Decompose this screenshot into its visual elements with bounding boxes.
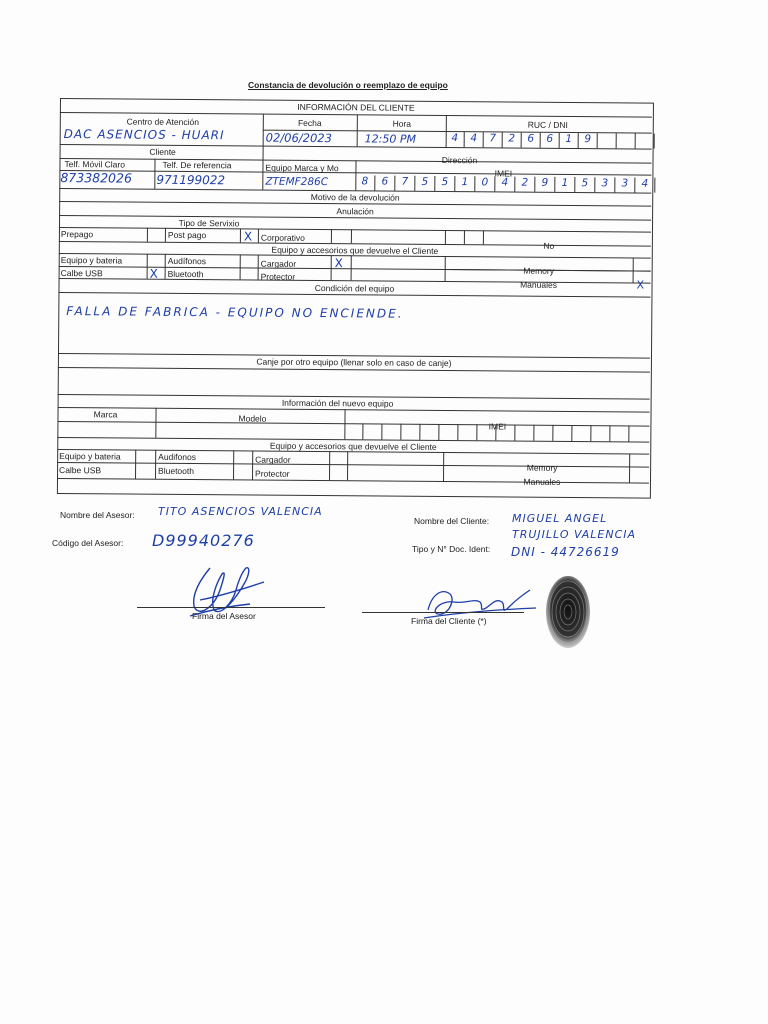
digit-cell: 9 bbox=[535, 177, 555, 192]
digit-cell: 5 bbox=[575, 177, 595, 192]
section-info-cliente: INFORMACIÓN DEL CLIENTE bbox=[297, 101, 415, 113]
digit-cell bbox=[636, 134, 655, 149]
label-protector-2: Protector bbox=[255, 468, 290, 479]
digit-cell bbox=[458, 424, 477, 440]
digit-cell: 9 bbox=[579, 133, 598, 148]
digit-cell: 7 bbox=[484, 132, 503, 147]
digit-cell: 6 bbox=[375, 175, 395, 190]
label-marca: Marca bbox=[93, 409, 118, 420]
value-condicion: FALLA DE FABRICA - EQUIPO NO ENCIENDE. bbox=[66, 304, 404, 321]
label-prepago: Prepago bbox=[60, 229, 94, 240]
label-equipo-bateria: Equipo y bateria bbox=[60, 255, 123, 266]
label-centro-atencion: Centro de Atención bbox=[126, 116, 200, 128]
digit-cell bbox=[477, 424, 496, 440]
label-equipo-bateria-2: Equipo y bateria bbox=[59, 451, 121, 462]
mark-manuales: X bbox=[636, 278, 645, 292]
digit-cell bbox=[553, 425, 572, 441]
label-nombre-asesor: Nombre del Asesor: bbox=[60, 510, 135, 520]
section-motivo: Motivo de la devolución bbox=[310, 191, 400, 203]
value-codigo-asesor: D99940276 bbox=[152, 531, 255, 550]
label-imei-nuevo: IMEI bbox=[488, 421, 507, 432]
label-memory: Memory bbox=[523, 265, 555, 276]
value-nombre-asesor: TITO ASENCIOS VALENCIA bbox=[158, 505, 323, 518]
label-imei: IMEI bbox=[494, 168, 513, 179]
label-no: No bbox=[543, 240, 555, 251]
label-fecha: Fecha bbox=[297, 117, 322, 129]
cliente-signature-line bbox=[362, 612, 524, 613]
asesor-signature-line bbox=[137, 607, 325, 608]
value-telf-referencia: 971199022 bbox=[156, 172, 226, 188]
value-telf-movil: 873382026 bbox=[60, 170, 133, 186]
digit-cell bbox=[534, 425, 553, 441]
label-cliente: Cliente bbox=[149, 146, 176, 157]
mark-cargador: X bbox=[334, 256, 344, 271]
label-cargador-2: Cargador bbox=[255, 454, 291, 465]
value-centro-atencion: DAC ASENCIOS - HUARI bbox=[63, 127, 225, 143]
label-doc-ident: Tipo y N° Doc. Ident: bbox=[412, 544, 491, 554]
label-manuales: Manuales bbox=[520, 279, 558, 290]
digit-cell bbox=[382, 424, 401, 440]
value-equipo-marca: ZTEMF286C bbox=[265, 175, 329, 189]
digit-cell: 1 bbox=[560, 133, 579, 148]
section-condicion: Condición del equipo bbox=[314, 283, 395, 294]
value-hora: 12:50 PM bbox=[364, 132, 417, 146]
digit-cell: 8 bbox=[355, 175, 375, 190]
section-nuevo-equipo: Información del nuevo equipo bbox=[281, 397, 394, 409]
document-title: Constancia de devolución o reemplazo de equipo bbox=[248, 80, 448, 90]
digit-cell: 1 bbox=[455, 176, 475, 191]
digit-cell: 3 bbox=[595, 177, 615, 192]
digit-cell bbox=[363, 423, 382, 439]
digit-cell bbox=[572, 425, 591, 441]
digit-cell: 4 bbox=[635, 178, 655, 193]
digit-cell: 6 bbox=[522, 133, 541, 148]
digit-cell bbox=[401, 424, 420, 440]
label-nombre-cliente: Nombre del Cliente: bbox=[414, 516, 490, 526]
digit-cell: 2 bbox=[503, 132, 522, 147]
digit-cell: 5 bbox=[435, 176, 455, 191]
label-cargador: Cargador bbox=[260, 258, 297, 269]
label-audifonos-2: Audifonos bbox=[158, 451, 197, 463]
section-anulacion: Anulación bbox=[336, 206, 374, 217]
label-telf-referencia: Telf. De referencia bbox=[162, 159, 232, 171]
label-protector: Protector bbox=[260, 271, 296, 282]
label-post-pago: Post pago bbox=[167, 229, 207, 241]
digit-cell bbox=[496, 424, 515, 440]
digit-cell: 7 bbox=[395, 176, 415, 191]
digit-cell: 1 bbox=[555, 177, 575, 192]
section-equipo-accesorios: Equipo y accesorios que devuelve el Cliente bbox=[271, 244, 439, 256]
mark-post-pago: X bbox=[243, 229, 253, 244]
return-form bbox=[57, 98, 652, 497]
value-nombre-cliente-2: TRUJILLO VALENCIA bbox=[512, 528, 637, 541]
fingerprint bbox=[540, 574, 596, 654]
digit-cell bbox=[515, 425, 534, 441]
digit-cell bbox=[344, 423, 363, 439]
value-nombre-cliente-1: MIGUEL ANGEL bbox=[512, 512, 608, 525]
digit-cell: 3 bbox=[615, 177, 635, 192]
label-manuales-2: Manuales bbox=[523, 476, 561, 487]
label-modelo: Modelo bbox=[238, 413, 267, 424]
digit-cell: 5 bbox=[415, 176, 435, 191]
digit-cell bbox=[420, 424, 439, 440]
digit-cell: 4 bbox=[495, 176, 515, 191]
mark-calbe-usb: X bbox=[149, 266, 158, 281]
section-equipo-accesorios-2: Equipo y accesorios que devuelve el Cliente bbox=[269, 440, 437, 452]
digit-cell bbox=[610, 425, 629, 441]
digit-cell bbox=[598, 133, 617, 148]
value-ruc-dni bbox=[446, 132, 655, 149]
label-equipo-marca: Equipo Marca y Mo bbox=[265, 162, 339, 174]
label-hora: Hora bbox=[392, 118, 412, 129]
value-fecha: 02/06/2023 bbox=[265, 130, 333, 146]
label-codigo-asesor: Código del Asesor: bbox=[52, 538, 124, 548]
value-imei bbox=[355, 175, 655, 192]
digit-cell: 4 bbox=[446, 132, 465, 147]
digit-cell bbox=[617, 133, 636, 148]
label-ruc-dni: RUC / DNI bbox=[527, 119, 568, 130]
digit-cell bbox=[591, 425, 610, 441]
label-calbe-usb-2: Calbe USB bbox=[59, 465, 102, 476]
value-doc-ident: DNI - 44726619 bbox=[511, 545, 620, 559]
label-corporativo: Corporativo bbox=[260, 232, 305, 243]
digit-cell: 6 bbox=[541, 133, 560, 148]
new-imei-cells bbox=[344, 423, 629, 441]
label-bluetooth: Bluetooth bbox=[167, 268, 204, 280]
label-telf-movil: Telf. Móvil Claro bbox=[64, 159, 125, 170]
section-tipo-servicio: Tipo de Servixio bbox=[178, 217, 240, 229]
label-firma-cliente: Firma del Cliente (*) bbox=[411, 616, 487, 626]
digit-cell: 0 bbox=[475, 176, 495, 191]
digit-cell bbox=[439, 424, 458, 440]
label-memory-2: Memory bbox=[526, 462, 558, 473]
label-calbe-usb: Calbe USB bbox=[60, 268, 103, 279]
label-bluetooth-2: Bluetooth bbox=[158, 465, 195, 477]
label-firma-asesor: Firma del Asesor bbox=[192, 611, 256, 621]
label-audifonos: Audífonos bbox=[167, 255, 207, 267]
label-direccion: Dirección bbox=[441, 155, 478, 166]
digit-cell: 4 bbox=[465, 132, 484, 147]
digit-cell: 2 bbox=[515, 177, 535, 192]
section-canje: Canje por otro equipo (llenar solo en caso de canje) bbox=[256, 356, 452, 369]
